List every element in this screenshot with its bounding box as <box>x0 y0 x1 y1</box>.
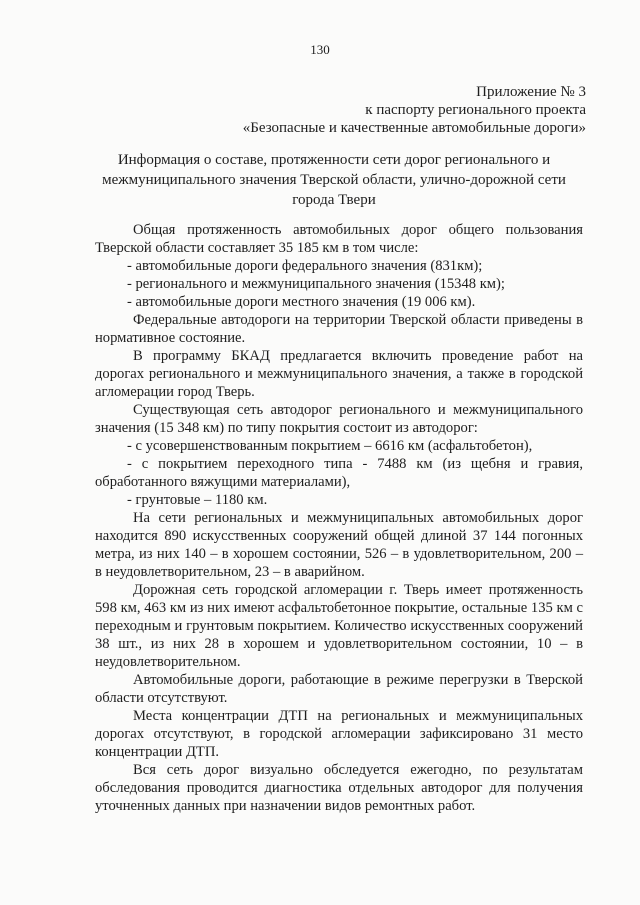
paragraph-federal-roads: Федеральные автодороги на территории Тверской области приведены в нормативное состояние. <box>95 312 583 346</box>
paragraph-existing-network: Существующая сеть автодорог регионального и межмуниципального значения (15 348 км) по типу покрытия состоит из автодорог: <box>95 402 583 436</box>
appendix-passport: к паспорту регионального проекта <box>365 102 586 118</box>
document-body <box>95 221 583 815</box>
list-item-federal: - автомобильные дороги федерального значения (831км); <box>127 258 483 274</box>
list-item-improved-surface: - с усовершенствованным покрытием – 6616 км (асфальтобетон), <box>127 438 533 454</box>
paragraph-total-length: Общая протяженность автомобильных дорог общего пользования Тверской области составляет 35 185 км в том числе: <box>95 222 583 256</box>
page-number: 130 <box>310 42 330 57</box>
paragraph-overload: Автомобильные дороги, работающие в режиме перегрузки в Тверской области отсутствуют. <box>95 672 583 706</box>
appendix-number: Приложение № 3 <box>476 84 586 100</box>
list-item-transitional-surface: - с покрытием переходного типа - 7488 км (из щебня и гравия, обработанного вяжущими материалами), <box>95 456 583 490</box>
paragraph-tver-agglomeration: Дорожная сеть городской агломерации г. Тверь имеет протяженность 598 км, 463 км из них имеют асфальтобетонное покрытие, остальные 135 км с переходным и грунтовым покрытием. Количество искусственных сооружений 38 шт., из них 28 в хорошем и удовлетворительном состоянии, 10 – в неудовлетворительном. <box>95 582 583 670</box>
appendix-header <box>243 83 586 137</box>
list-item-dirt-roads: - грунтовые – 1180 км. <box>127 492 268 508</box>
appendix-project-name: «Безопасные и качественные автомобильные дороги» <box>242 120 586 136</box>
document-title: Информация о составе, протяженности сети дорог регионального и межмуниципального значения Тверской области, улично-дорожной сети города Твери <box>102 152 566 208</box>
paragraph-bkad-program: В программу БКАД предлагается включить проведение работ на дорогах регионального и межмуниципального значения, а также в городской агломерации город Тверь. <box>95 348 583 400</box>
list-item-regional: - регионального и межмуниципального значения (15348 км); <box>127 276 505 292</box>
paragraph-inspection: Вся сеть дорог визуально обследуется ежегодно, по результатам обследования проводится диагностика отдельных автодорог для получения уточненных данных при назначении видов ремонтных работ. <box>95 762 583 814</box>
paragraph-accidents: Места концентрации ДТП на региональных и межмуниципальных дорогах отсутствуют, в городской агломерации зафиксировано 31 место концентрации ДТП. <box>95 708 583 760</box>
paragraph-structures: На сети региональных и межмуниципальных автомобильных дорог находится 890 искусственных сооружений общей длиной 37 144 погонных метра, из них 140 – в хорошем состоянии, 526 – в удовлетворительном, 200 – в неудовлетворительном, 23 – в аварийном. <box>95 510 583 580</box>
list-item-local: - автомобильные дороги местного значения (19 006 км). <box>127 294 476 310</box>
